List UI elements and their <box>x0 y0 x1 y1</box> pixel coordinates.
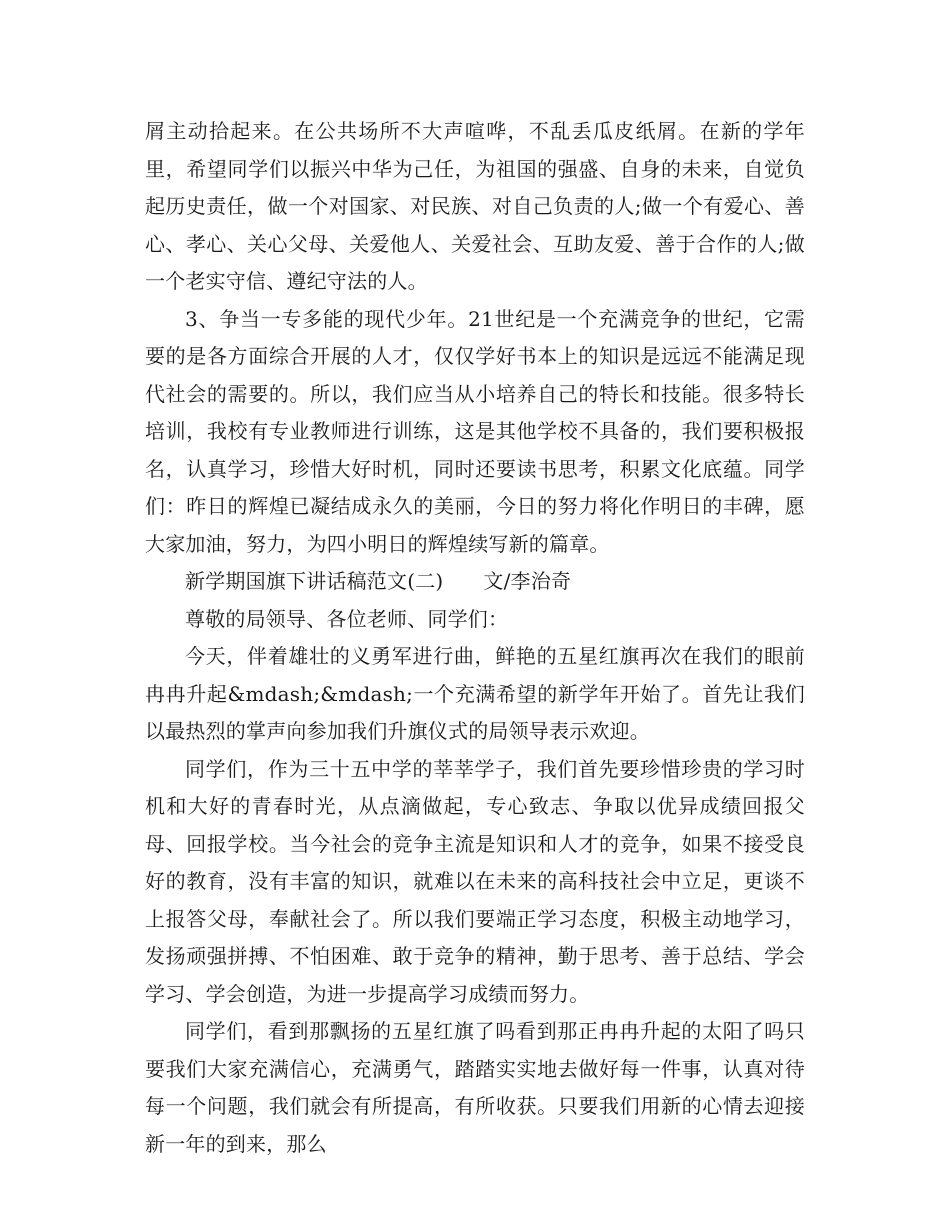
speech-title: 新学期国旗下讲话稿范文(二) <box>185 569 444 593</box>
paragraph-3: 今天，伴着雄壮的义勇军进行曲，鲜艳的五星红旗再次在我们的眼前冉冉升起&mdash;&mdash;一个充满希望的新学年开始了。首先让我们以最热烈的掌声向参加我们升旗仪式的局领导表示欢迎。 <box>145 644 805 743</box>
paragraph-5: 同学们，看到那飘扬的五星红旗了吗看到那正冉冉升起的太阳了吗只要我们大家充满信心，充满勇气，踏踏实实地去做好每一件事，认真对待每一个问题，我们就会有所提高，有所收获。只要我们用新的心情去迎接新一年的到来，那么 <box>145 1019 805 1156</box>
speech-greeting: 尊敬的局领导、各位老师、同学们： <box>185 606 509 631</box>
document-body <box>145 113 805 1163</box>
speech-heading <box>145 563 805 601</box>
paragraph-2: 3、争当一专多能的现代少年。21世纪是一个充满竞争的世纪，它需要的是各方面综合开展的人才，仅仅学好书本上的知识是远远不能满足现代社会的需要的。所以，我们应当从小培养自己的特长和技能。很多特长培训，我校有专业教师进行训练，这是其他学校不具备的，我们要积极报名，认真学习，珍惜大好时机，同时还要读书思考，积累文化底蕴。同学们：昨日的辉煌已凝结成永久的美丽，今日的努力将化作明日的丰碑，愿大家加油，努力，为四小明日的辉煌续写新的篇章。 <box>145 306 805 556</box>
paragraph-1: 屑主动拾起来。在公共场所不大声喧哗，不乱丢瓜皮纸屑。在新的学年里，希望同学们以振兴中华为己任，为祖国的强盛、自身的未来，自觉负起历史责任，做一个对国家、对民族、对自己负责的人;做一个有爱心、善心、孝心、关心父母、关爱他人、关爱社会、互助友爱、善于合作的人;做一个老实守信、遵纪守法的人。 <box>145 119 805 293</box>
speech-author: 文/李治奇 <box>483 569 572 593</box>
paragraph-4: 同学们，作为三十五中学的莘莘学子，我们首先要珍惜珍贵的学习时机和大好的青春时光，从点滴做起，专心致志、争取以优异成绩回报父母、回报学校。当今社会的竞争主流是知识和人才的竞争，如果不接受良好的教育，没有丰富的知识，就难以在未来的高科技社会中立足，更谈不上报答父母，奉献社会了。所以我们要端正学习态度，积极主动地学习，发扬顽强拼搏、不怕困难、敢于竞争的精神，勤于思考、善于总结、学会学习、学会创造，为进一步提高学习成绩而努力。 <box>145 756 805 1006</box>
